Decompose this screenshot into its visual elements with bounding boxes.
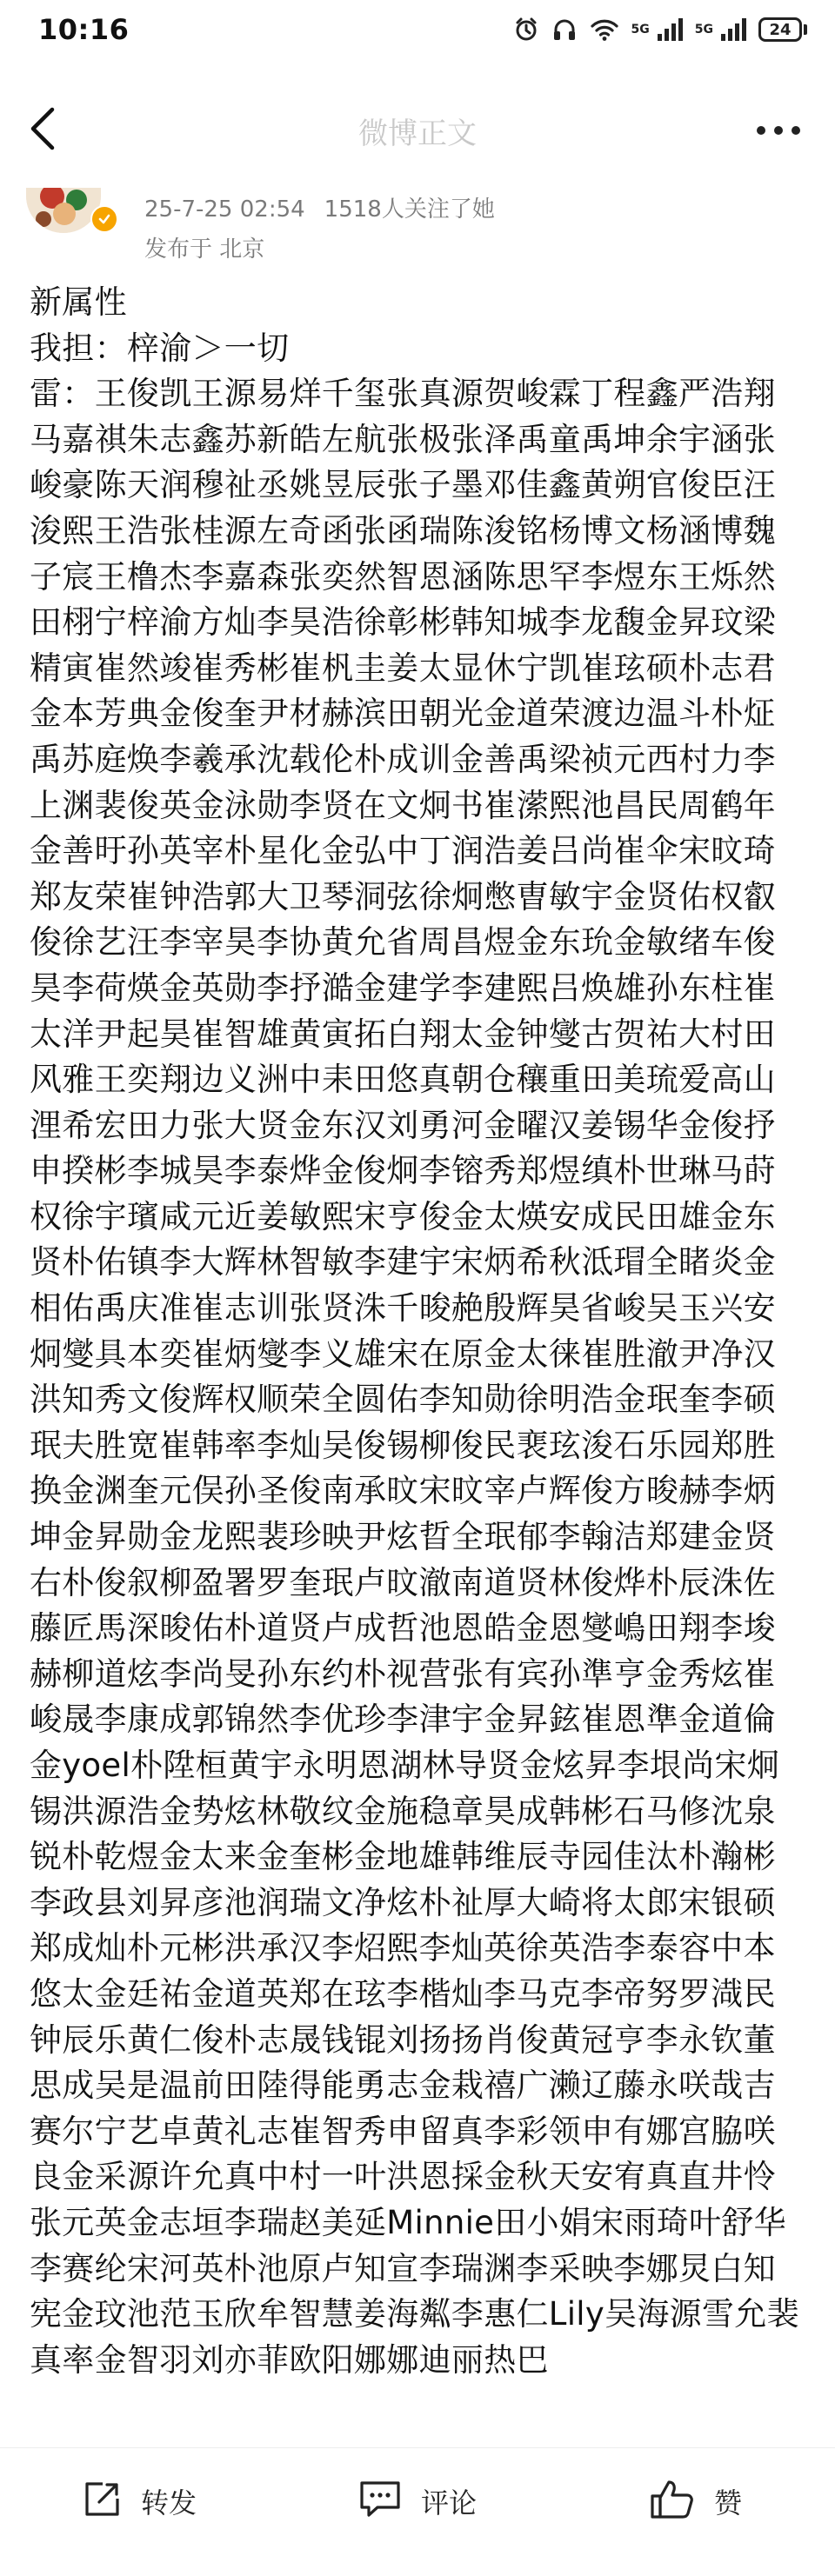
post-content	[30, 280, 802, 2383]
status-time: 10:16	[38, 13, 130, 46]
post-author-row	[0, 181, 835, 268]
network-label: 5G	[631, 23, 650, 37]
nav-bar	[0, 94, 835, 167]
headphones-icon	[551, 17, 578, 43]
chevron-left-icon[interactable]	[26, 104, 61, 156]
comment-icon	[358, 2479, 402, 2523]
like-button[interactable]	[557, 2479, 835, 2524]
avatar[interactable]	[26, 188, 101, 233]
share-label: 转发	[140, 2486, 197, 2519]
post-line: 新属性	[30, 283, 127, 321]
page-title: 微博正文	[358, 116, 477, 151]
signal-icon	[657, 18, 683, 41]
status-bar	[0, 0, 835, 59]
verified-badge-icon	[90, 205, 118, 233]
post-line: 雷：王俊凯王源易烊千玺张真源贺峻霖丁程鑫严浩翔马嘉祺朱志鑫苏新皓左航张极张泽禹童禹坤余宇涵张峻豪陈天润穆祉丞姚昱辰张子墨邓佳鑫黄朔官俊臣汪浚熙王浩张桂源左奇函张函瑞陈浚铭杨博文杨涵博魏子宸王橹杰李嘉森张奕然智恩涵陈思罕李煜东王烁然田栩宁梓渝方灿李昊浩徐彰彬韩知城李龙馥金昇玟梁精寅崔然竣崔秀彬崔杋圭姜太显休宁凯崔玹硕朴志君金本芳典金俊奎尹材赫滨田朝光金道荣渡边温斗朴炡禹苏庭焕李羲承沈载伦朴成训金善禹梁祯元西村力李上渊裴俊英金泳勋李贤在文炯书崔潆熙池昌民周鹤年金善旴孙英宰朴星化金弘中丁润浩姜吕尚崔伞宋旼琦郑友荣崔钟浩郭大卫琴洞弦徐炯憋曺敏宇金贤佑权叡俊徐艺汪李宰昊李协黄允省周昌煜金东玧金敏绪车俊昊李荷煐金英勋李抒澔金建学李建熙吕焕雄孙东柱崔太洋尹起昊崔智雄黄寅拓白翔太金钟燮古贺祐大村田风雅王奕翔边义洲中耒田悠真朝仓穰重田美琉爱高山浬希宏田力张大贤金东汉刘勇河金曜汉姜锡华金俊抒申揆彬李城昊李泰烨金俊炯李镕秀郑煜缜朴世琳马莳权徐宇璸咸元近姜敏熙宋亨俊金太煐安成民田雄金东贤朴佑镇李大辉林智敏李建宇宋炳希秋泜瑁全睹炎金相佑禹庆准崔志训张贤洙千晙赩殷辉昊省峻吴玉兴安炯燮具本奕崔炳燮李义雄宋在原金太徕崔胜澈尹净汉洪知秀文俊辉权顺荣全圆佑李知勋徐明浩金珉奎李硕珉夫胜宽崔韩率李灿吴俊锡柳俊民裵玹浚石乐园郑胜换金渊奎元俣孙圣俊南承旼宋旼宰卢辉俊方晙赫李炳坤金昇勋金龙熙裴珍映尹炫晢全珉郁李翰洁郑建金贤右朴俊叙柳盈署罗奎珉卢旼澈南道贤林俊烨朴辰洙佐藤匠馬深晙佑朴道贤卢成哲池恩皓金恩燮嶋田翔李埈赫柳道炫李尚旻孙东约朴视营张有宾孙準亨金秀炫崔峻晟李康成郭锦然李优珍李津宇金昇鉉崔恩準金道倫金yoel朴陞桓黄宇永明恩湖林导贤金炫昇李垠尚宋炯锡洪源浩金势炫林敬纹金施稳章昊成韩彬石马修沈泉锐朴乾煜金太来金奎彬金地雄韩维辰寺园佳汰朴瀚彬李政县刘昇彦池润瑞文净炫朴祉厚大崎将太郎宋银硕郑成灿朴元彬洪承汉李炤熙李灿英徐英浩李泰容中本悠太金廷祐金道英郑在玹李楷灿李马克李帝努罗渽民钟辰乐黄仁俊朴志晟钱锟刘扬扬肖俊黄冠亨李永钦董思成吴是温前田陸得能勇志金栽禧广濑辽藤永咲哉吉赛尔宁艺卓黄礼志崔智秀申留真李彩领申有娜宫脇咲良金采源许允真中村一叶洪恩採金秋天安宥真直井怜张元英金志垣李瑞赵美延Minnie田小娟宋雨琦叶舒华李赛纶宋河英朴池原卢知宣李瑞渊李采映李娜炅白知宪金玟池范玉欣牟智慧姜海粼李惠仁Lily吴海源雪允裴真率金智羽刘亦菲欧阳娜娜迪丽热巴	[30, 375, 799, 2379]
post-line: 我担：梓渝＞一切	[30, 329, 290, 367]
signal-icon	[720, 18, 746, 41]
more-dots-icon[interactable]	[757, 126, 800, 135]
post-meta	[144, 191, 495, 223]
like-icon	[650, 2479, 695, 2524]
comment-button[interactable]	[278, 2479, 557, 2523]
share-icon	[82, 2479, 122, 2523]
action-bar	[0, 2447, 835, 2576]
network-label: 5G	[694, 23, 713, 37]
status-icons	[513, 17, 807, 43]
comment-label: 评论	[420, 2486, 477, 2519]
battery-icon	[758, 17, 807, 42]
share-button[interactable]	[0, 2479, 278, 2523]
post-location: 发布于 北京	[144, 236, 265, 263]
battery-cap	[804, 24, 807, 35]
post-timestamp: 25-7-25 02:54	[144, 196, 305, 223]
post-followers: 1518人关注了她	[324, 196, 495, 223]
alarm-icon	[513, 17, 539, 43]
like-label: 赞	[713, 2486, 742, 2519]
wifi-icon	[590, 17, 619, 42]
battery-level: 24	[758, 17, 802, 42]
